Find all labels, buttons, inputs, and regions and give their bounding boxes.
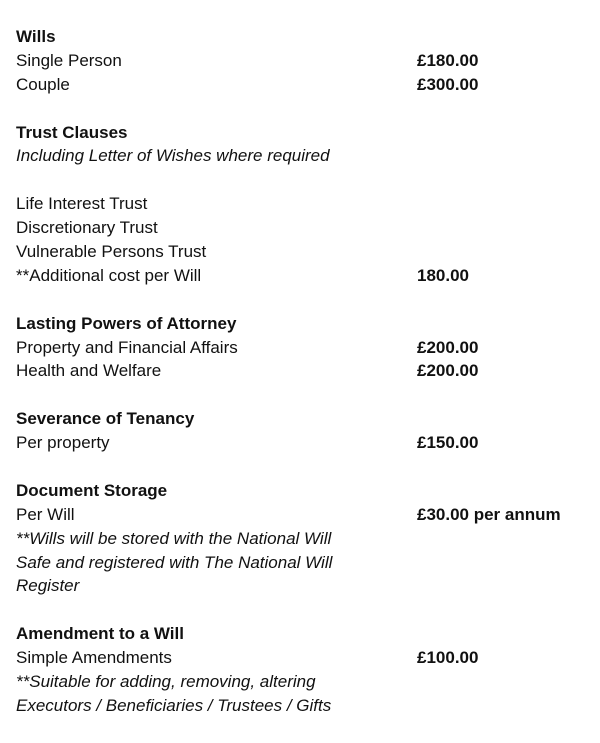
item-label: Per property [16, 433, 110, 453]
section-footnote: Safe and registered with The National Will [16, 552, 333, 572]
price-row [16, 192, 600, 216]
price-row [16, 646, 600, 670]
price-row [16, 264, 600, 288]
item-price: £100.00 [417, 648, 479, 668]
section-heading: Document Storage [16, 480, 168, 500]
section-lasting-powers-of-attorney [16, 312, 600, 384]
price-row [16, 240, 600, 264]
item-label: Health and Welfare [16, 361, 162, 381]
section-heading: Trust Clauses [16, 122, 128, 142]
price-row [16, 336, 600, 360]
price-row [16, 359, 600, 383]
item-label: **Additional cost per Will [16, 265, 202, 285]
item-label: Vulnerable Persons Trust [16, 242, 207, 262]
section-note: Including Letter of Wishes where required [16, 146, 330, 166]
item-label: Property and Financial Affairs [16, 337, 238, 357]
section-amendment-to-a-will [16, 622, 600, 718]
section-wills [16, 25, 600, 97]
price-row [16, 503, 600, 527]
item-label: Discretionary Trust [16, 218, 158, 238]
item-price: 180.00 [417, 265, 469, 285]
item-price: £150.00 [417, 433, 479, 453]
section-heading: Wills [16, 27, 56, 46]
section-footnote: Executors / Beneficiaries / Trustees / Gifts [16, 695, 332, 715]
section-severance-of-tenancy [16, 407, 600, 455]
section-document-storage [16, 479, 600, 598]
spacer [16, 168, 600, 192]
item-price: £200.00 [417, 361, 479, 381]
section-footnote: **Suitable for adding, removing, altering [16, 672, 316, 692]
section-footnote: Register [16, 576, 80, 596]
price-row [16, 73, 600, 97]
section-heading: Severance of Tenancy [16, 409, 195, 429]
price-row [16, 216, 600, 240]
item-price: £180.00 [417, 50, 479, 70]
item-label: Simple Amendments [16, 648, 172, 668]
item-label: Per Will [16, 504, 75, 524]
item-label: Couple [16, 74, 70, 94]
item-label: Single Person [16, 50, 122, 70]
item-price: £30.00 per annum [417, 504, 561, 524]
price-row [16, 431, 600, 455]
price-row [16, 49, 600, 73]
item-label: Life Interest Trust [16, 194, 148, 214]
section-heading: Amendment to a Will [16, 624, 184, 644]
section-trust-clauses [16, 121, 600, 288]
item-price: £300.00 [417, 74, 479, 94]
item-price: £200.00 [417, 337, 479, 357]
section-footnote: **Wills will be stored with the National Will [16, 528, 332, 548]
section-heading: Lasting Powers of Attorney [16, 313, 237, 333]
